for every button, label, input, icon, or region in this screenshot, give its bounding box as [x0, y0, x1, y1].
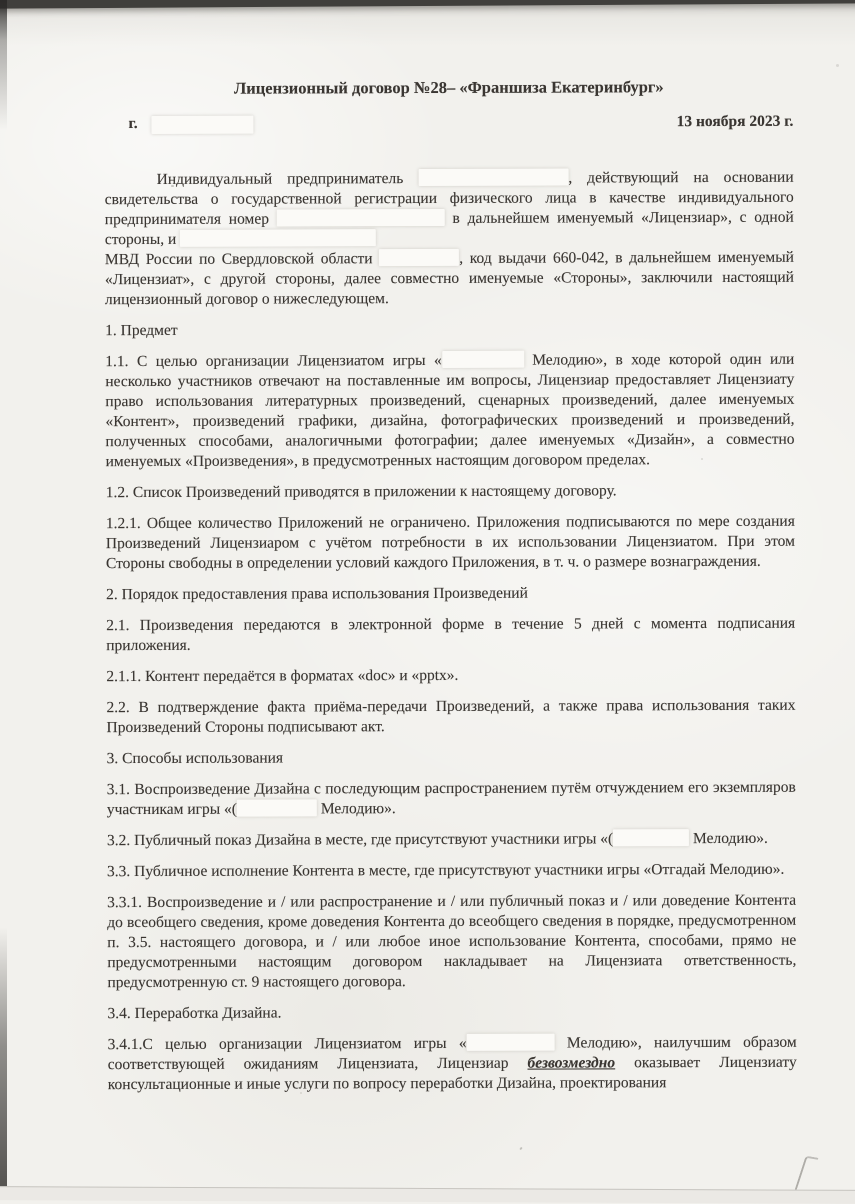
pen-mark	[794, 1156, 818, 1193]
paragraph-text: оказывает Лицензиату консультационные и иные услуги по вопросу переработки Дизайна, проектирования	[107, 1053, 797, 1094]
redaction	[237, 799, 317, 816]
paragraph-text: 3.4.1.С целью организации Лицензиатом игры «	[107, 1034, 467, 1054]
clause-3-4-1	[108, 1033, 797, 1095]
document-date: 13 ноября 2023 г.	[676, 112, 794, 131]
clause-3-2	[107, 829, 796, 851]
clause-1-2	[106, 481, 795, 503]
paragraph-text: в дальнейшем именуемый «Лицензиар», с одной стороны, и	[104, 208, 794, 249]
clause-1-1	[105, 350, 794, 472]
redaction	[613, 829, 689, 846]
section-2-heading	[106, 583, 795, 605]
redaction	[277, 209, 445, 227]
paragraph-text: 1.1. С целью организации Лицензиатом игры «	[105, 351, 442, 371]
paragraph-text: 1.2.1. Общее количество Приложений не ограничено. Приложения подписываются по мере создания Произведений Лицензиаром с учётом потребности в их использовании Лицензиатом. При этом Стороны свободны в определении условий каждого Приложения, в т. ч. о размере вознаграждения.	[105, 512, 795, 573]
paragraph-text: 1. Предмет	[105, 321, 178, 340]
preamble-licensor	[105, 168, 794, 250]
redaction	[180, 229, 376, 247]
redaction	[379, 249, 459, 266]
clause-3-4	[108, 1002, 797, 1024]
paragraph-text: Мелодию», наилучшим образом соответствующей ожиданиям Лицензиата, Лицензиар	[107, 1033, 797, 1074]
scan-speckle	[519, 1147, 522, 1151]
section-1-heading	[105, 319, 794, 341]
paragraph-text: 2. Порядок предоставления права использования Произведений	[106, 584, 528, 604]
paragraph-text: , код выдачи 660-042, в дальнейшем именуемый «Лицензиат», с другой стороны, далее совместно именуемые «Стороны», заключили настоящий лицензионный договор о нижеследующем.	[104, 248, 794, 309]
clause-2-1-1	[106, 665, 795, 687]
paragraph-text: Индивидуальный предприниматель	[156, 170, 419, 188]
preamble-licensee	[105, 248, 794, 310]
scan-speckle	[701, 458, 703, 460]
clause-2-1	[106, 614, 795, 656]
city-label: г.	[128, 115, 138, 133]
clause-2-2	[106, 696, 795, 738]
clause-3-3-1	[107, 891, 796, 993]
redaction	[467, 1034, 555, 1051]
city-cell	[128, 114, 253, 134]
paragraph-text: 3.3. Публичное исполнение Контента в месте, где присутствуют участники игры «Отгадай Мелодию».	[107, 860, 785, 881]
redaction-city	[152, 116, 254, 134]
paragraph-text: Мелодию».	[316, 800, 396, 818]
contract-body	[105, 168, 797, 1095]
paragraph-text: Мелодию».	[689, 829, 768, 848]
scan-bottom-edge	[0, 1186, 855, 1204]
paragraph-text: 1.2. Список Произведений приводятся в приложении к настоящему договору.	[105, 482, 617, 502]
paragraph-text: 3.1. Воспроизведение Дизайна с последующим распространением путём отчуждением его экземпляров участникам игры «(	[106, 778, 796, 819]
document-title: Лицензионный договор №28– «Франшиза Екатеринбург»	[233, 77, 664, 98]
city-date-row	[104, 112, 793, 134]
paragraph-text: 2.1.1. Контент передаётся в форматах «doc» и «pptx».	[106, 666, 459, 686]
scan-speckle	[300, 1092, 302, 1094]
emphasized-term: безвозмездно	[527, 1054, 616, 1072]
paragraph-text: МВД России по Свердловской области	[104, 250, 380, 269]
paragraph-text: 3.3.1. Воспроизведение и / или распространение и / или публичный показ и / или доведение Контента до всеобщего сведения, кроме доведения Контента до всеобщего сведения в порядке, предусмотренном п. 3.5. настоящего договора, и / или любое иное использование Контента, способами, прямо не предусмотренными настоящим договором накладывает на Лицензиата ответственность, предусмотренную ст. 9 настоящего договора.	[107, 891, 797, 992]
paragraph-text: 3.4. Переработка Дизайна.	[107, 1004, 282, 1023]
paragraph-text: Мелодию», в ходе которой один или несколько участников отвечают на поставленные им вопросы, Лицензиар предоставляет Лицензиату право использования литературных произведений, сценарных произведений, далее именуемых «Контент», произведений графики, дизайна, фотографических произведений и произведений, полученных способами, аналогичными фотографии; далее именуемых «Дизайн», а совместно именуемых «Произведения», в предусмотренных настоящим договором пределах.	[105, 350, 795, 471]
clause-1-2-1	[106, 512, 795, 574]
paragraph-text: 2.2. В подтверждение факта приёма-передачи Произведений, а также права использования таких Произведений Стороны подписывают акт.	[106, 696, 796, 737]
paragraph-text: , действующий на основании свидетельства о государственной регистрации физического лица в качестве индивидуального предпринимателя номер	[104, 168, 794, 229]
scan-speckle	[171, 185, 174, 187]
paragraph-text: 2.1. Произведения передаются в электронной форме в течение 5 дней с момента подписания приложения.	[106, 614, 796, 655]
section-3-heading	[107, 747, 796, 769]
clause-3-3	[107, 860, 796, 882]
clause-3-1	[107, 778, 796, 820]
paragraph-text: 3.2. Публичный показ Дизайна в месте, где присутствуют участники игры «(	[106, 830, 614, 850]
redaction	[442, 351, 524, 368]
redaction	[418, 169, 568, 187]
scan-speckle	[836, 64, 839, 67]
paragraph-text: 3. Способы использования	[106, 749, 284, 768]
